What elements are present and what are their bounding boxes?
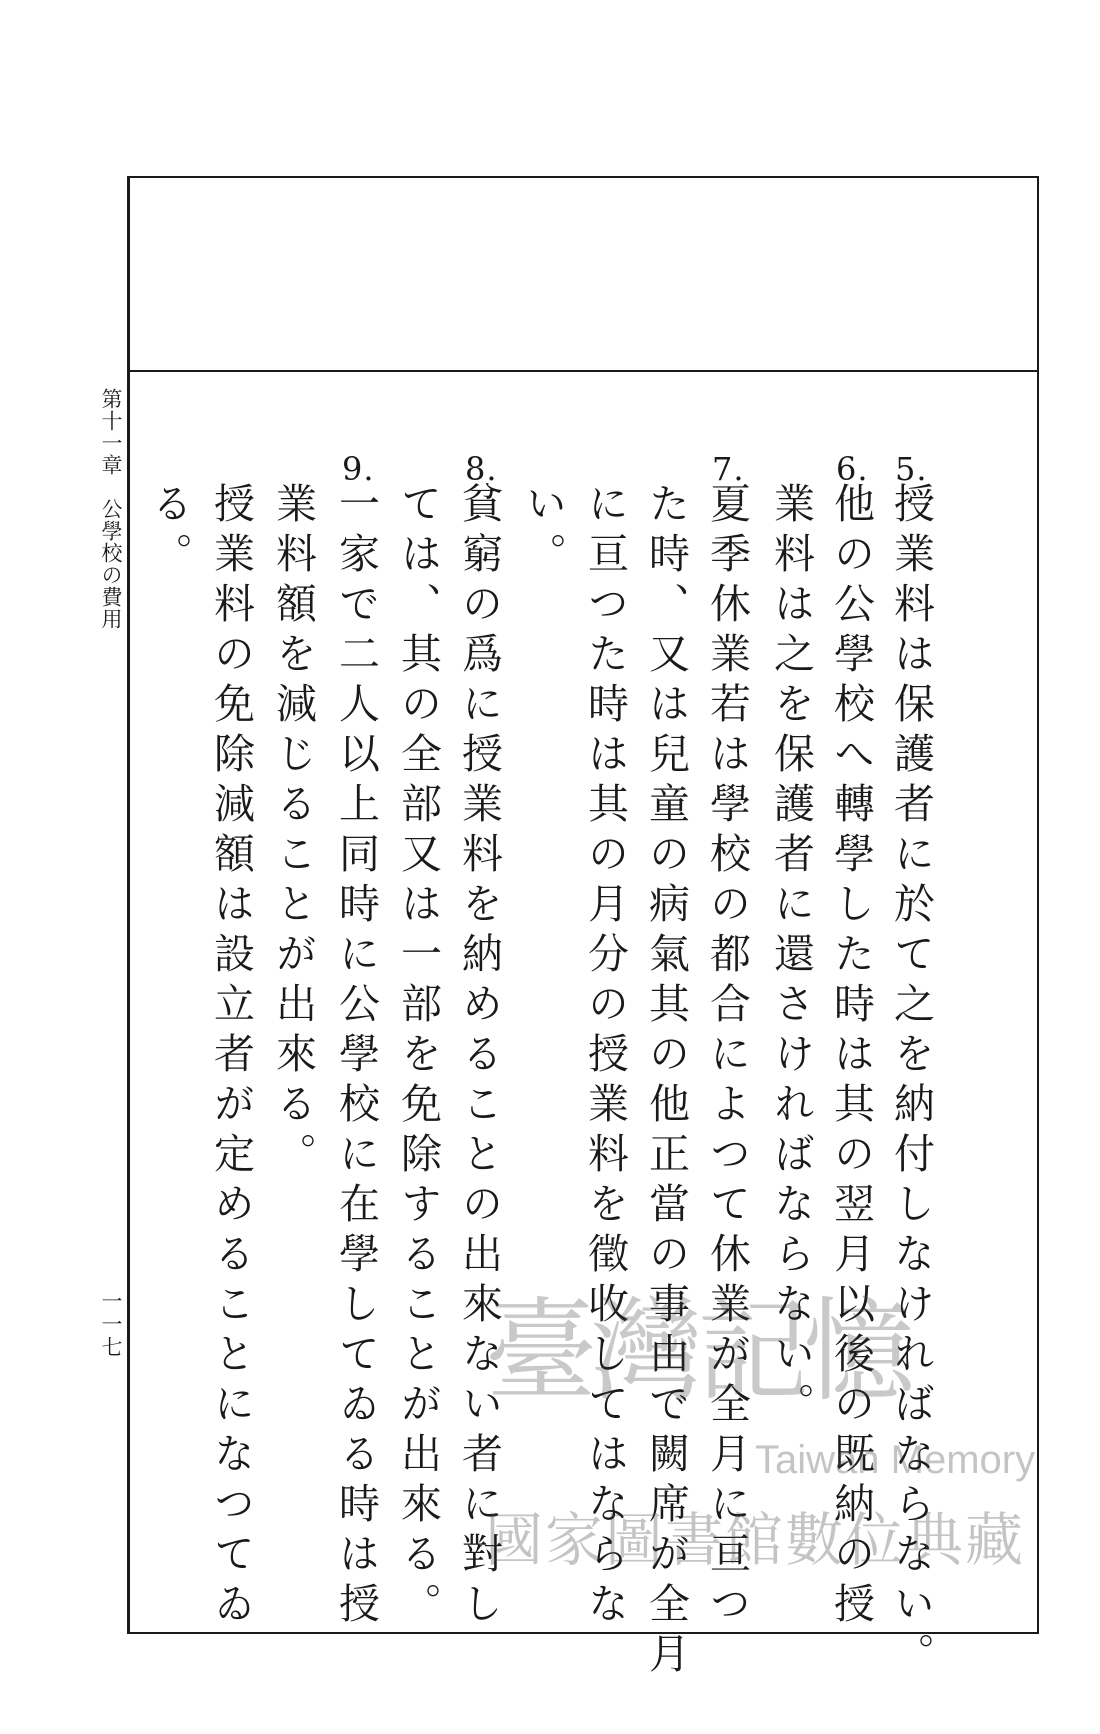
text-column: 貧窮の爲に授業料を納めることの出來ない者に對し [455,482,503,1632]
watermark-chinese: 國家圖書館數位典藏 [485,1506,1026,1574]
text-column: 授業料は保護者に於て之を納付しなければならない。 [887,482,935,1682]
text-column: 夏季休業若は學校の都合によつて休業が全月に亘つ [703,482,751,1632]
text-column: 一家で二人以上同時に公學校に在學してゐる時は授 [332,482,380,1632]
text-column: 業料は之を保護者に還さければならない。 [767,482,815,1432]
item-number: 9. [342,450,375,488]
watermark-english: Taiwan Memory [755,1438,1036,1482]
text-column: る。 [145,482,193,582]
item-number: 5. [895,450,928,488]
item-number: 7. [712,450,745,488]
item-number: 6. [836,450,869,488]
text-column: た時、又は兒童の病氣其の他正當の事由で闕席が全月 [642,482,690,1682]
text-column: に亘つた時は其の月分の授業料を徵收してはならな [581,482,629,1632]
text-column: い。 [519,482,567,582]
item-number: 8. [465,450,498,488]
header-rule [127,370,1039,372]
text-column: 他の公學校へ轉學した時は其の翌月以後の既納の授 [827,482,875,1632]
page-number: 一一七 [99,1290,123,1359]
text-column: 業料額を減じることが出來る。 [269,482,317,1182]
text-column: 授業料の免除減額は設立者が定めることになつてゐ [207,482,255,1632]
text-column: ては、其の全部又は一部を免除することが出來る。 [394,482,442,1632]
watermark-logo: 臺灣記憶 [485,1287,909,1417]
running-head: 第十一章 公學校の費用 [99,388,123,630]
